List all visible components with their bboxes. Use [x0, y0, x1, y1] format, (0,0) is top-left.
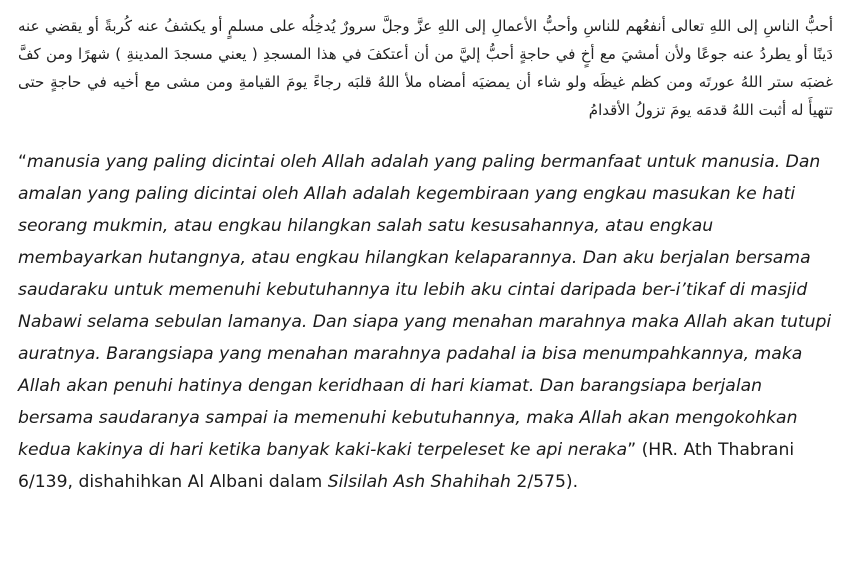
citation-text: ” (HR. Ath Thabrani 6/139, dishahihkan Al Albani dalam [18, 440, 795, 492]
translation-quote: manusia yang paling dicintai oleh Allah adalah yang paling bermanfaat untuk manusia. Dan amalan yang paling dicintai oleh Allah adalah kegembiraan yang engkau masukan ke hati seorang mukmin, atau engkau hilangkan salah satu kesusahannya, atau engkau membayarkan hutangnya, atau engkau hilangkan kelaparannya. Dan aku berjalan bersama saudaraku untuk memenuhi kebutuhannya itu lebih aku cintai daripada ber-i’tikaf di masjid Nabawi selama sebulan lamanya. Dan siapa yang menahan marahnya maka Allah akan tutupi auratnya. Barangsiapa yang menahan marahnya padahal ia bisa menumpahkannya, maka Allah akan penuhi hatinya dengan keridhaan di hari kiamat. Dan barangsiapa berjalan bersama saudaranya sampai ia memenuhi kebutuhannya, maka Allah akan mengokohkan kedua kakinya di hari ketika banyak kaki-kaki terpeleset ke api neraka [18, 152, 832, 460]
citation-book-title: Silsilah Ash Shahihah [327, 472, 511, 492]
open-quote: “ [18, 152, 27, 172]
arabic-hadith-text: أحبُّ الناسِ إلى اللهِ تعالى أنفعُهم للناسِ وأحبُّ الأعمالِ إلى اللهِ عزَّ وجلَّ سرورٌ يُدخِلُه على مسلمٍ أو يكشفُ عنه كُربةً أو يقضي عنه دَينًا أو يطردُ عنه جوعًا ولأن أمشيَ مع أخٍ في حاجةٍ أحبُّ إليَّ من أن أعتكفَ في هذا المسجدِ ( يعني مسجدَ المدينةِ ) شهرًا ومن كفَّ غضبَه ستر اللهُ عورتَه ومن كظم غيظَه ولو شاء أن يمضيَه أمضاه ملأ اللهُ قلبَه رجاءً يومَ القيامةِ ومن مشى مع أخيه في حاجةٍ حتى تتهيأَ له أثبت اللهُ قدمَه يومَ تزولُ الأقدامُ [18, 17, 833, 119]
citation-end: 2/575). [510, 472, 579, 492]
translation-paragraph [18, 146, 833, 498]
